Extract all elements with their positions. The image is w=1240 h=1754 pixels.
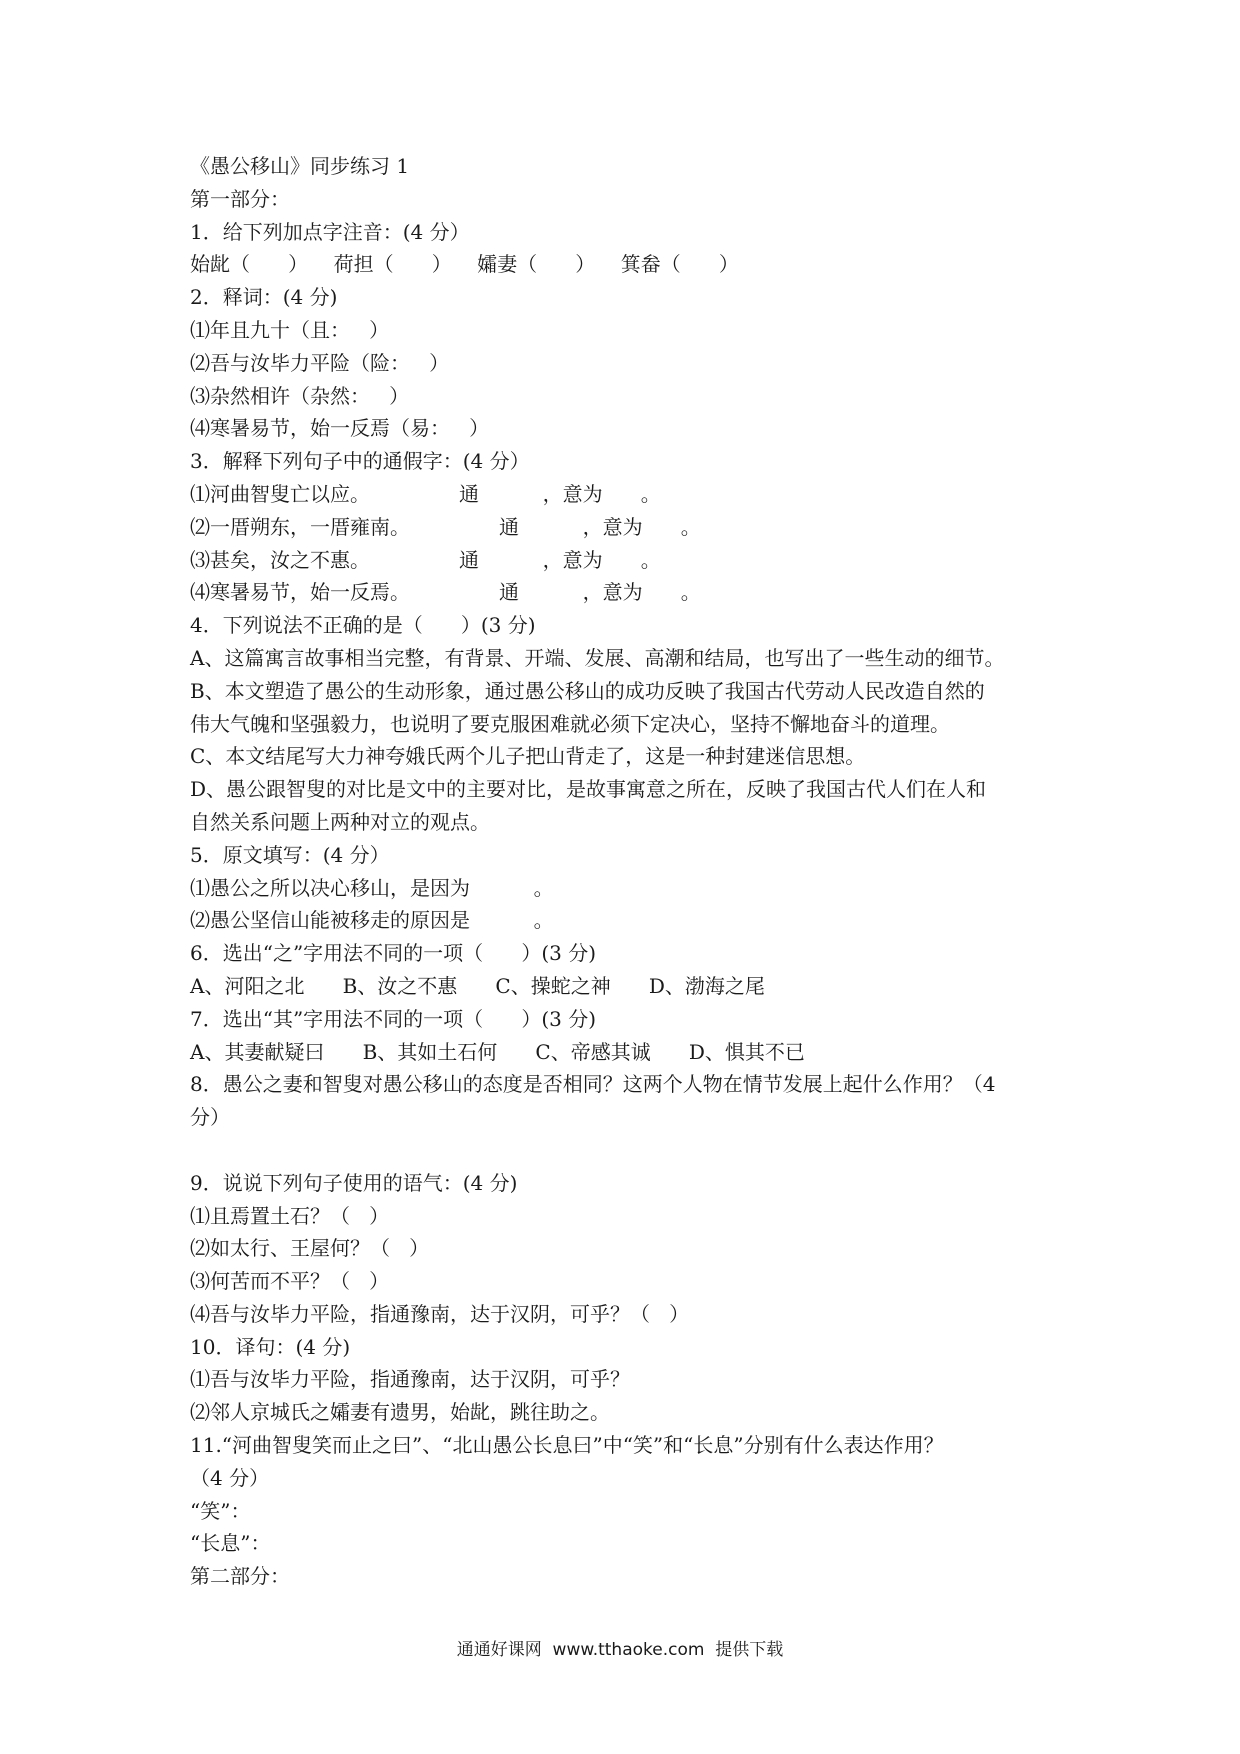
document-line: 5．原文填写：(4 分） bbox=[190, 842, 390, 867]
document-line: 11.“河曲智叟笑而止之曰”、“北山愚公长息曰”中“笑”和“长息”分别有什么表达作用？ bbox=[190, 1433, 944, 1458]
document-title: 《愚公移山》同步练习 1 bbox=[190, 154, 410, 178]
document-line: ⑷吾与汝毕力平险，指通豫南，达于汉阴，可乎？（ ） bbox=[190, 1301, 690, 1326]
document-line: D、愚公跟智叟的对比是文中的主要对比，是故事寓意之所在，反映了我国古代人们在人和 bbox=[190, 777, 987, 802]
document-line: ⑷寒暑易节，始一反焉。 通 ，意为 。 bbox=[190, 580, 701, 605]
document-line: ⑶杂然相许（杂然： ） bbox=[190, 383, 410, 408]
document-line: C、本文结尾写大力神夸娥氏两个儿子把山背走了，这是一种封建迷信思想。 bbox=[190, 744, 866, 769]
document-line: A、其妻献疑曰 B、其如土石何 C、帝感其诚 D、惧其不已 bbox=[190, 1039, 805, 1064]
document-line: 第一部分： bbox=[190, 186, 290, 211]
document-body bbox=[190, 183, 1070, 1593]
document-line: 9．说说下列句子使用的语气：(4 分) bbox=[190, 1170, 518, 1195]
footer-text: 通通好课网 www.tthaoke.com 提供下载 bbox=[456, 1640, 784, 1660]
document-line: B、本文塑造了愚公的生动形象，通过愚公移山的成功反映了我国古代劳动人民改造自然的 bbox=[190, 678, 985, 703]
document-line: ⑴愚公之所以决心移山，是因为 。 bbox=[190, 875, 554, 900]
document-line: （4 分） bbox=[190, 1465, 270, 1490]
document-line: ⑵如太行、王屋何？（ ） bbox=[190, 1236, 430, 1261]
document-line: ⑶何苦而不平？（ ） bbox=[190, 1269, 390, 1294]
document-line: ⑵一厝朔东，一厝雍南。 通 ，意为 。 bbox=[190, 514, 701, 539]
document-line: ⑵吾与汝毕力平险（险： ） bbox=[190, 350, 450, 375]
document-line: 自然关系问题上两种对立的观点。 bbox=[190, 809, 490, 834]
document-content bbox=[190, 150, 1070, 1593]
document-line: 分） bbox=[190, 1105, 230, 1130]
document-line: A、河阳之北 B、汝之不惠 C、操蛇之神 D、渤海之尾 bbox=[190, 973, 765, 998]
document-line: 第二部分： bbox=[190, 1564, 290, 1589]
document-line: ⑴年且九十（且： ） bbox=[190, 317, 390, 342]
document-line: A、这篇寓言故事相当完整，有背景、开端、发展、高潮和结局，也写出了一些生动的细节。 bbox=[190, 645, 1005, 670]
document-line: 7．选出“其”字用法不同的一项（ ）(3 分) bbox=[190, 1006, 597, 1031]
document-line: ⑵邻人京城氏之孀妻有遗男，始龀，跳往助之。 bbox=[190, 1400, 610, 1425]
document-line: ⑴河曲智叟亡以应。 通 ，意为 。 bbox=[190, 481, 661, 506]
document-line bbox=[190, 1134, 1070, 1167]
document-line: 始龀（ ） 荷担（ ） 孀妻（ ） 箕畚（ ） bbox=[190, 252, 739, 277]
document-line: 10．译句：(4 分) bbox=[190, 1334, 351, 1359]
document-line: ⑷寒暑易节，始一反焉（易： ） bbox=[190, 416, 490, 441]
document-line: 1．给下列加点字注音：(4 分） bbox=[190, 219, 470, 244]
document-line: ⑶甚矣，汝之不惠。 通 ，意为 。 bbox=[190, 547, 661, 572]
document-line: 伟大气魄和坚强毅力，也说明了要克服困难就必须下定决心，坚持不懈地奋斗的道理。 bbox=[190, 711, 950, 736]
document-line: 6．选出“之”字用法不同的一项（ ）(3 分) bbox=[190, 941, 597, 966]
document-line: ⑴吾与汝毕力平险，指通豫南，达于汉阴，可乎？ bbox=[190, 1367, 630, 1392]
document-line: ⑵愚公坚信山能被移走的原因是 。 bbox=[190, 908, 554, 933]
document-line: “笑”： bbox=[190, 1498, 251, 1523]
document-line: 4．下列说法不正确的是（ ）(3 分) bbox=[190, 613, 536, 638]
document-line: ⑴且焉置土石？（ ） bbox=[190, 1203, 390, 1228]
document-line: “长息”： bbox=[190, 1531, 271, 1556]
document-line: 2．释词：(4 分) bbox=[190, 285, 338, 310]
document-line: 8．愚公之妻和智叟对愚公移山的态度是否相同？这两个人物在情节发展上起什么作用？（4 bbox=[190, 1072, 996, 1097]
document-line: 3．解释下列句子中的通假字：(4 分） bbox=[190, 449, 530, 474]
